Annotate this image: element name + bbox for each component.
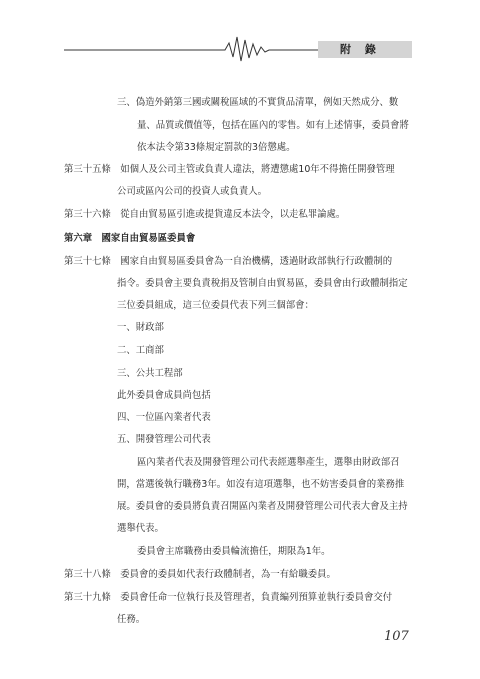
text-line: 四、一位區內業者代表 — [117, 412, 211, 423]
page-number: 107 — [384, 629, 409, 644]
text-line: 第三十九條 委員會任命一位執行長及管理者，負責編列預算並執行委員會交付 — [64, 592, 393, 603]
text-line: 區內業者代表及開發管理公司代表經選舉產生，選舉由財政部召 — [137, 457, 400, 468]
header-waveform-decoration — [0, 0, 480, 70]
text-line: 此外委員會成員尚包括 — [117, 390, 211, 401]
text-line: 公司或區內公司的投資人或負責人。 — [117, 186, 268, 197]
text-line: 第三十七條 國家自由貿易區委員會為一自治機構，透過財政部執行行政體制的 — [64, 256, 393, 267]
text-line: 三、偽造外銷第三國或關稅區域的不實貨品清單，例如天然成分、數 — [117, 97, 399, 108]
text-line: 三位委員組成，這三位委員代表下列三個部會： — [117, 300, 314, 311]
text-line: 第三十六條 從自由貿易區引進或提貨違反本法令，以走私罪論處。 — [64, 209, 346, 220]
text-line: 第三十五條 如個人及公司主管或負責人違法，將遭懲處10年不得擔任開發管理 — [64, 164, 395, 175]
header-label: 附 錄 — [340, 43, 381, 56]
text-line: 二、工商部 — [117, 345, 164, 356]
text-line: 依本法令第33條規定罰款的3倍懲處。 — [137, 142, 296, 153]
text-line: 量、品質或價值等，包括在區內的零售。如有上述情事，委員會將 — [137, 120, 409, 131]
chapter-heading: 第六章 國家自由貿易區委員會 — [64, 233, 196, 244]
text-line: 委員會主席職務由委員輪流擔任，期限為1年。 — [137, 546, 331, 557]
text-line: 第三十八條 委員會的委員如代表行政體制者，為一有給職委員。 — [64, 569, 336, 580]
text-line: 指令。委員會主要負責稅捐及管制自由貿易區，委員會由行政體制指定 — [117, 278, 408, 289]
text-line: 選舉代表。 — [117, 523, 164, 534]
text-line: 五、開發管理公司代表 — [117, 434, 211, 445]
text-line: 展。委員會的委員將負責召開區內業者及開發管理公司代表大會及主持 — [117, 501, 408, 512]
text-line: 任務。 — [117, 614, 146, 625]
text-line: 三、公共工程部 — [117, 368, 183, 379]
text-line: 一、財政部 — [117, 322, 164, 333]
text-line: 開，當選後執行職務3年。如沒有這項選舉，也不妨害委員會的業務推 — [117, 479, 405, 490]
page-header — [0, 0, 480, 70]
